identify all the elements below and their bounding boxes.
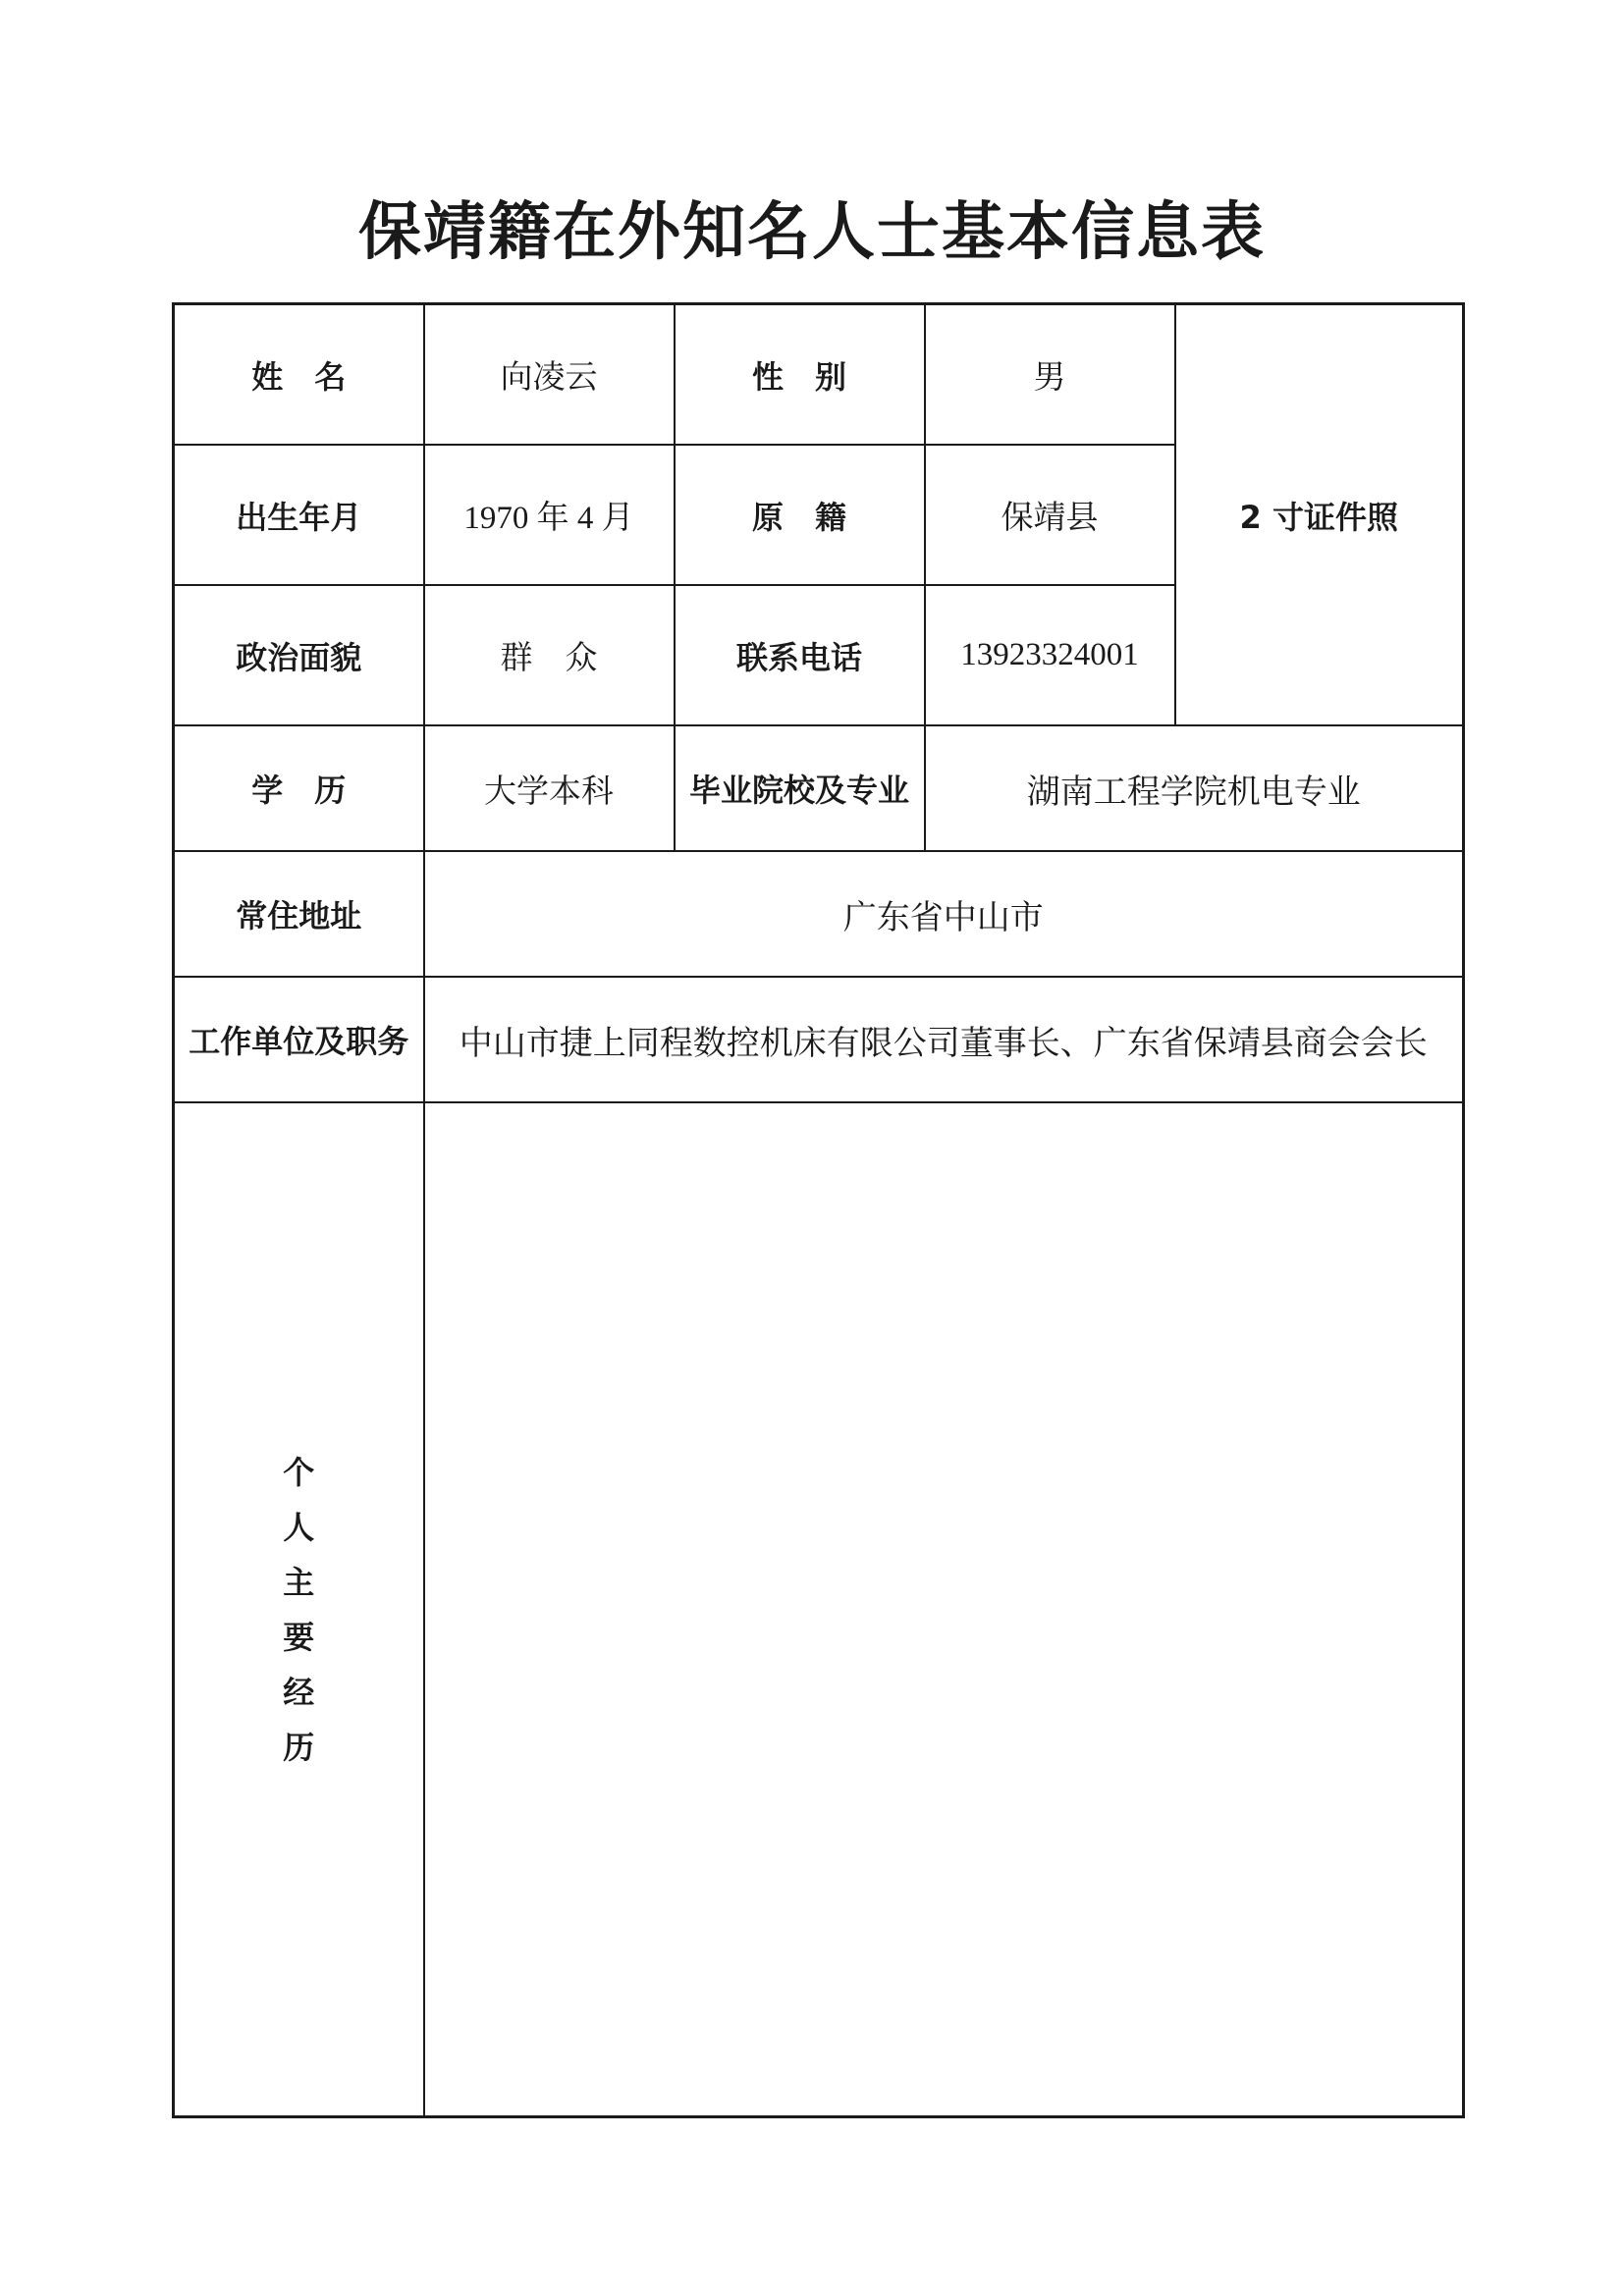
phone-field[interactable]: 13923324001 <box>925 585 1175 725</box>
name-label: 姓 名 <box>174 304 424 446</box>
origin-label: 原 籍 <box>675 445 925 585</box>
phone-label: 联系电话 <box>675 585 925 725</box>
education-field[interactable]: 大学本科 <box>424 725 675 851</box>
page-title: 保靖籍在外知名人士基本信息表 <box>358 195 1266 269</box>
school-label: 毕业院校及专业 <box>675 725 925 851</box>
row-work <box>174 977 1464 1102</box>
info-form-table <box>172 302 1465 2118</box>
birth-field[interactable]: 1970 年 4 月 <box>424 445 675 585</box>
school-field[interactable]: 湖南工程学院机电专业 <box>925 725 1464 851</box>
row-name-gender <box>174 304 1464 446</box>
experience-field[interactable] <box>424 1102 1464 2117</box>
address-label: 常住地址 <box>174 851 424 977</box>
name-field[interactable]: 向凌云 <box>424 304 675 446</box>
row-experience <box>174 1102 1464 2117</box>
political-label: 政治面貌 <box>174 585 424 725</box>
gender-label: 性 别 <box>675 304 925 446</box>
row-address <box>174 851 1464 977</box>
birth-label: 出生年月 <box>174 445 424 585</box>
origin-field[interactable]: 保靖县 <box>925 445 1175 585</box>
experience-label: 个 人 主 要 经 历 <box>283 1453 315 1766</box>
education-label: 学 历 <box>174 725 424 851</box>
work-field[interactable]: 中山市捷上同程数控机床有限公司董事长、广东省保靖县商会会长 <box>424 977 1464 1102</box>
photo-placeholder: 2 寸证件照 <box>1175 304 1464 726</box>
row-education-school <box>174 725 1464 851</box>
work-label: 工作单位及职务 <box>174 977 424 1102</box>
gender-field[interactable]: 男 <box>925 304 1175 446</box>
political-field[interactable]: 群 众 <box>424 585 675 725</box>
experience-label-cell <box>174 1102 424 2117</box>
address-field[interactable]: 广东省中山市 <box>424 851 1464 977</box>
